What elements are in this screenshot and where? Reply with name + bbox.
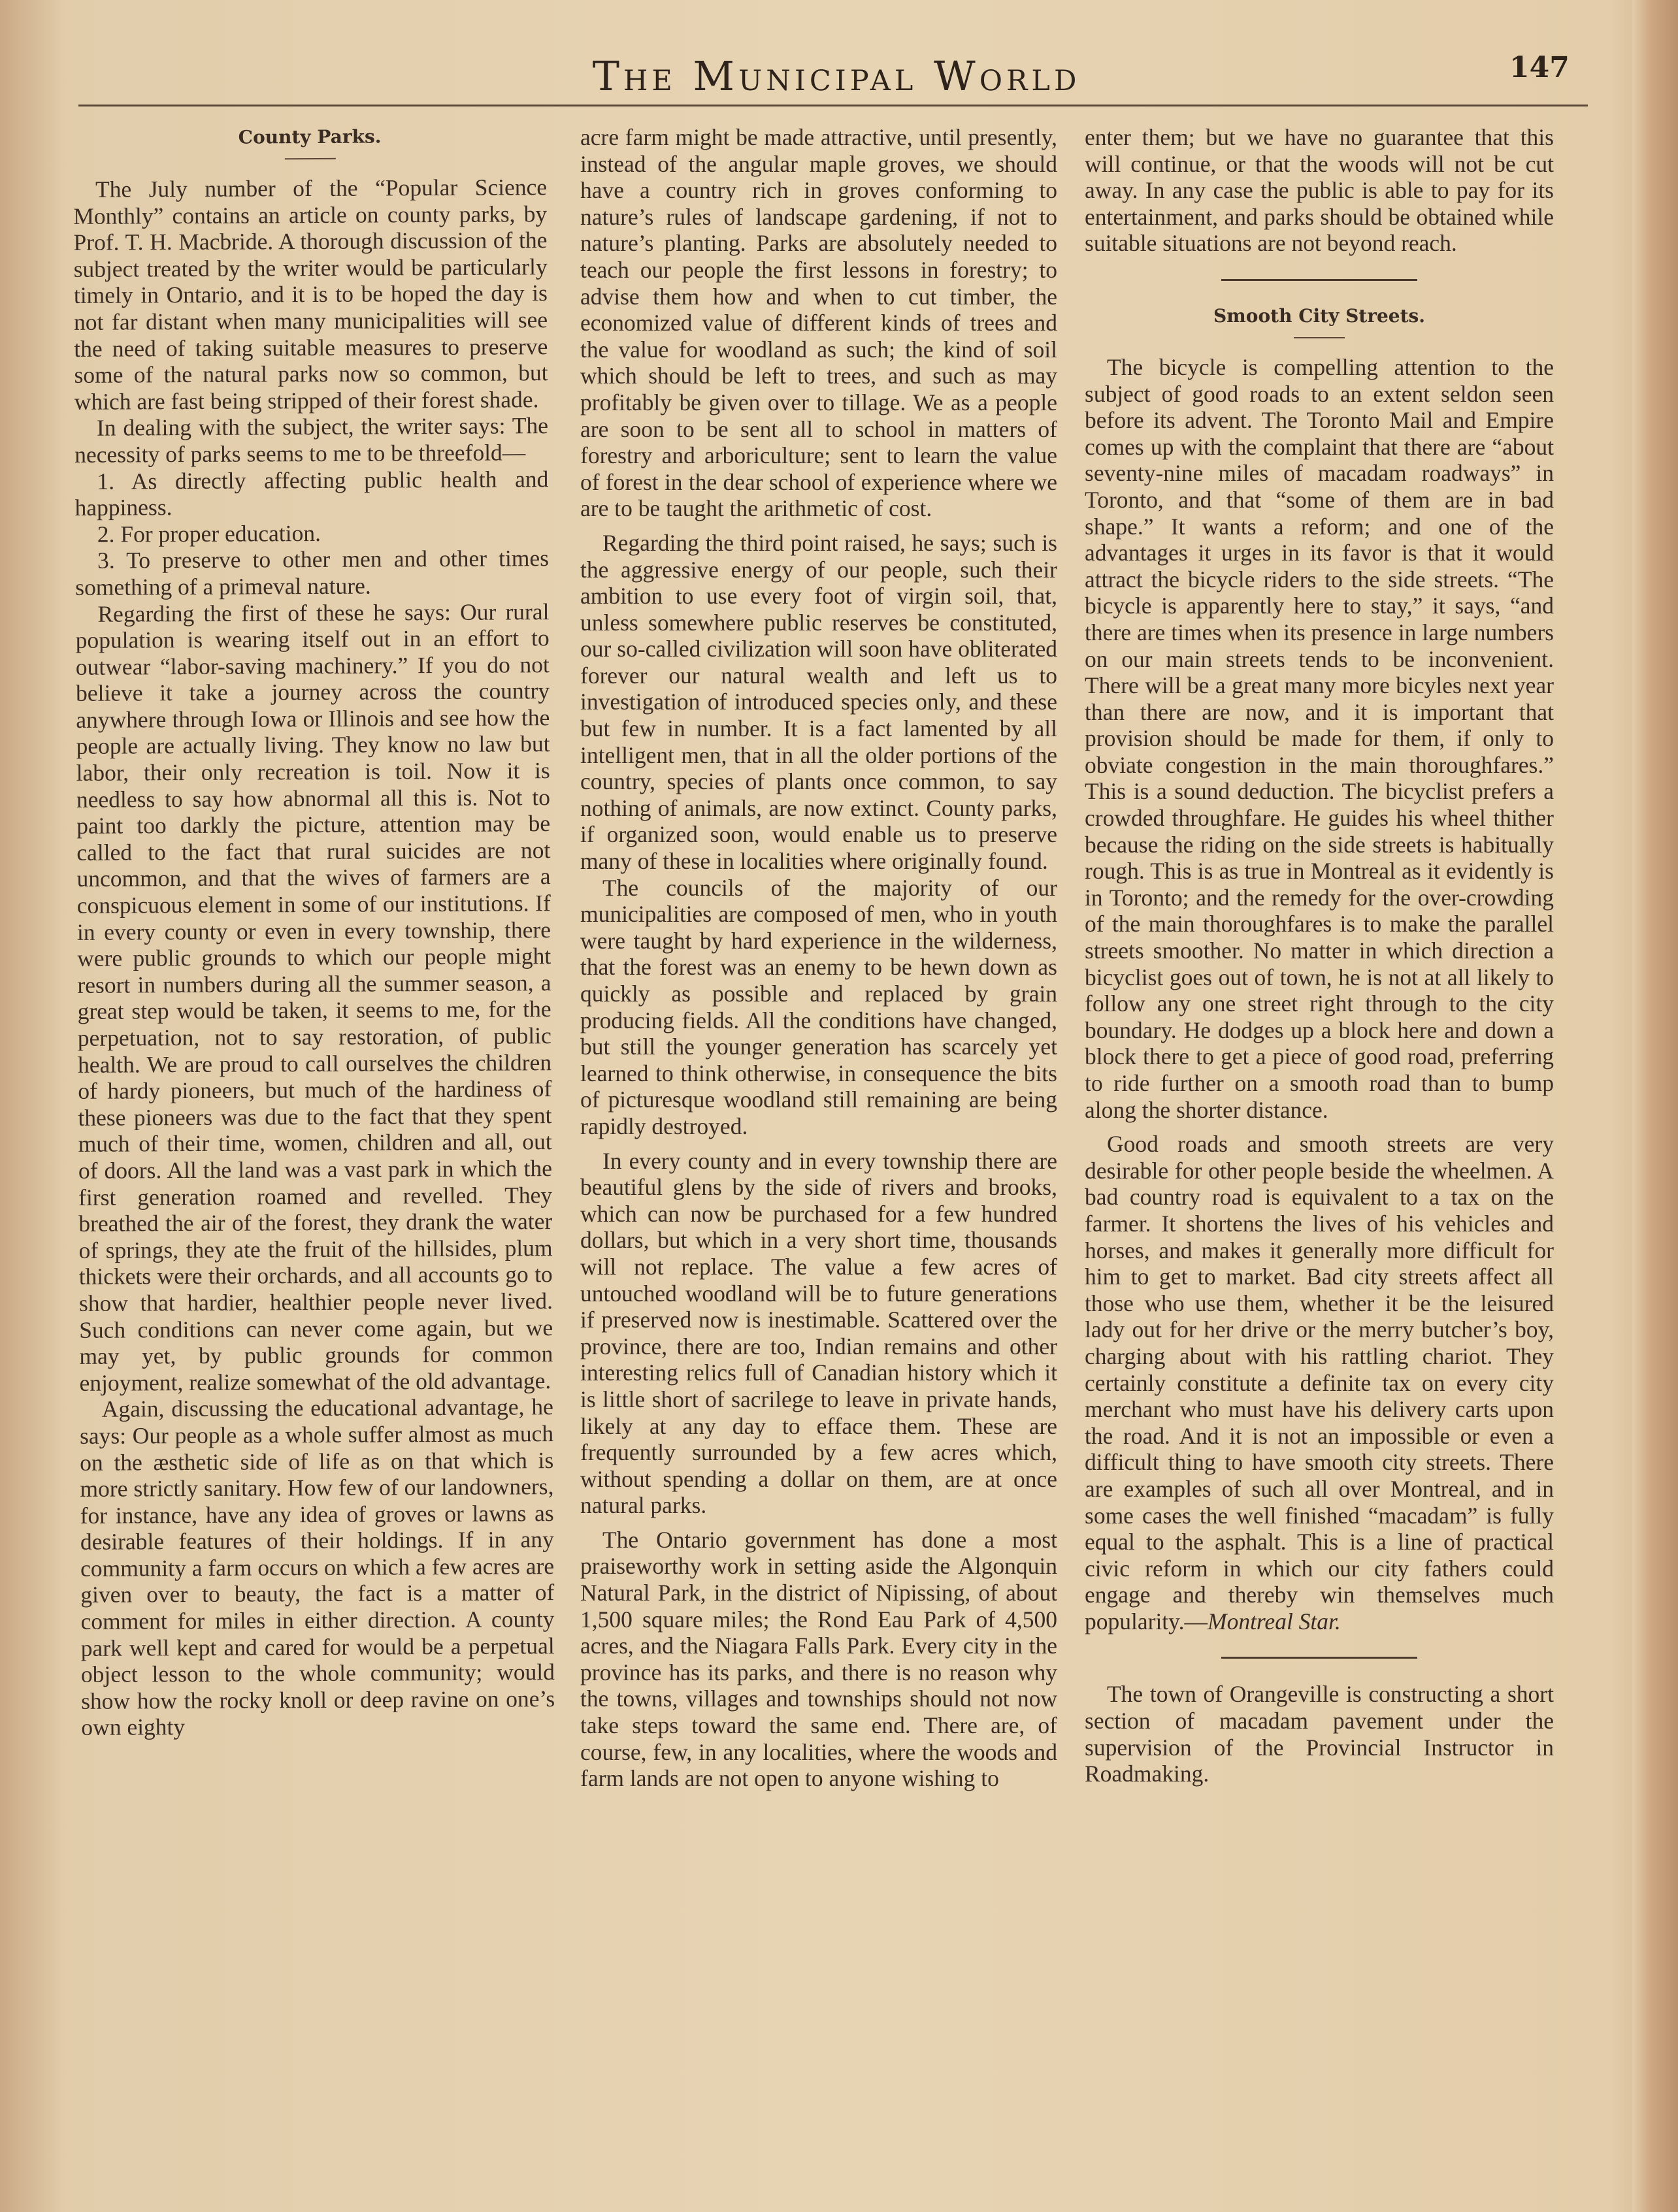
article-heading-county-parks: County Parks. <box>238 125 382 148</box>
paragraph: The July number of the “Popular Science Monthly” contains an article on county parks, by Prof. T. H. Macbride. A thorough discussion of the subject treated by the writer would be particularly timely in Ontario, and it is to be hoped the day is not far distant when many municipalities will see the need of taking suitable measures to preserve some of the natural parks now so common, but which are fast being stripped of their forest shade. <box>73 174 548 415</box>
paragraph-text: Good roads and smooth streets are very desirable for other people beside the wheelmen. A bad country road is equivalent to a tax on the farmer. It shortens the lives of his vehicles and horses, and makes it generally more difficult for him to get to market. Bad city streets affect all those who use them, whether it be the leisured lady out for her drive or the merry butcher’s boy, charging about with his rattling chariot. They certainly constitute a definite tax on every city merchant who must have his delivery carts upon the road. And it is not an impossible or even a difficult thing to have smooth city streets. There are examples of such all over Montreal, and in some cases the well finished “macadam” is fully equal to the asphalt. This is a line of practical civic reform in which our city fathers could engage and thereby win themselves much popularity.— <box>1085 1131 1554 1635</box>
paragraph: The bicycle is compelling attention to the subject of good roads to an extent seldon seen before its advent. The Toronto Mail and Empire comes up with the complaint that there are “about seventy-nine miles of macadam roadways” in Toronto, and that “some of them are in bad shape.” It wants a reform; and one of the advantages it urges in its favor is that it would attract the bicycle riders to the side streets. “The bicycle is apparently here to stay,” it says, “and there are times when its presence in large numbers on our main streets tends to be inconvenient. There will be a great many more bicyles next year than there are now, and it is important that provision should be made for them, if only to obviate congestion in the main thoroughfares.” This is a sound deduction. The bicyclist prefers a crowded throughfare. He guides his wheel thither because the riding on the side streets is habitually rough. This is as true in Montreal as it evidently is in Toronto; and the remedy for the over-crowding of the main thoroughfares is to make the parallel streets smoother. No matter in which direction a bicyclist goes out of town, he is not at all likely to follow any one street right through to the city boundary. He dodges up a block here and down a block there to get a piece of good road, preferring to ride further on a smooth road than to bump along the shorter distance. <box>1085 353 1554 1123</box>
list-item: 1. As directly affecting public health and happiness. <box>74 465 549 521</box>
paragraph: In dealing with the subject, the writer says: The necessity of parks seems to me to be threefold— <box>74 412 549 468</box>
column-middle <box>580 124 1057 1792</box>
paragraph: The councils of the majority of our municipalities are composed of men, who in youth were taught by hard experience in the wilderness, that the forest was an enemy to be hewn down as quickly as possible and replaced by grain producing fields. All the conditions have changed, but still the younger generation has scarcely yet learned to think otherwise, in consequence the bits of picturesque woodland still remaining are being rapidly destroyed. <box>580 874 1057 1139</box>
column-left <box>73 123 555 1741</box>
paragraph: The Ontario government has done a most praiseworthy work in setting aside the Algonquin Natural Park, in the district of Nipissing, of about 1,500 square miles; the Rond Eau Park of 4,500 acres, and the Niagara Falls Park. Every city in the province has its parks, and there is no reason why the towns, villages and townships should not now take steps toward the same end. There are, of course, few, in any localities, where the woods and farm lands are not open to anyone wishing to <box>580 1526 1057 1792</box>
paragraph: Again, discussing the educational advantage, he says: Our people as a whole suffer almost as much on the æsthetic side of life as on that which is more strictly sanitary. How few of our landowners, for instance, have any idea of groves or lawns as desirable features of their holdings. If in any community a farm occurs on which a few acres are given over to beauty, the fact is a matter of comment for miles in either direction. A county park well kept and cared for would be a perpetual object lesson to the whole community; would show how the rocky knoll or deep ravine on one’s own eighty <box>79 1393 555 1741</box>
paragraph: The town of Orangeville is constructing a short section of macadam pavement under the supervision of the Provincial Instructor in Roadmaking. <box>1085 1681 1554 1787</box>
paragraph <box>1085 1131 1554 1635</box>
source-attribution: Montreal Star. <box>1208 1608 1341 1635</box>
section-divider <box>1221 279 1417 281</box>
paragraph: Regarding the first of these he says: Our rural population is wearing itself out in an effort to outwear “labor-saving machinery.” If you do not believe it take a journey across the country anywhere through Iowa or Illinois and see how the people are actually living. They know no law but labor, their only recreation is toil. Now it is needless to say how abnormal all this is. Not to paint too darkly the picture, attention may be called to the fact that rural suicides are not uncommon, and that the wives of farmers are a conspicuous element in some of our institutions. If in every county or even in every township, there were public grounds to which our people might resort in numbers during all the summer season, a great step would be taken, it seems to me, for the perpetuation, not to say restoration, of public health. We are proud to call ourselves the children of hardy pioneers, but much of the hardiness of these pioneers was due to the fact that they spent much of their time, women, children and all, out of doors. All the land was a vast park in which the first generation roamed and revelled. They breathed the air of the forest, they drank the water of springs, they ate the fruit of the hillsides, plum thickets were their orchards, and all accounts go to show that hardier, healthier people never lived. Such conditions can never come again, but we may yet, by public grounds for common enjoyment, realize somewhat of the old advantage. <box>75 598 553 1396</box>
heading-rule <box>1294 337 1345 338</box>
header-rule <box>78 105 1588 106</box>
section-divider <box>1221 1657 1417 1659</box>
journal-title: The Municipal World <box>592 52 1081 100</box>
heading-rule <box>284 158 335 159</box>
paragraph: acre farm might be made attractive, until presently, instead of the angular maple groves, we should have a country rich in groves conforming to nature’s rules of landscape gardening, if not to nature’s planting. Parks are absolutely needed to teach our people the first lessons in forestry; to advise them how and when to cut timber, the economized value of different kinds of trees and the value for woodland as such; the kind of soil which should be left to trees, and such as may profitably be given over to tillage. We as a people are soon to be sent all to school in matters of forestry and arboriculture; sent to learn the value of forest in the dear school of experience where we are to be taught the arithmetic of cost. <box>580 124 1057 522</box>
list-item: 2. For proper education. <box>97 519 321 547</box>
column-right <box>1085 124 1554 1787</box>
page-header <box>0 46 1678 105</box>
paragraph: enter them; but we have no guarantee that this will continue, or that the woods will not be cut away. In any case the public is able to pay for its entertainment, and parks should be obtained while suitable situations are not beyond reach. <box>1085 124 1554 257</box>
book-spine-shadow <box>1632 0 1678 2212</box>
page-number: 147 <box>1509 51 1570 84</box>
article-heading-smooth-city-streets: Smooth City Streets. <box>1213 304 1426 327</box>
list-item: 3. To preserve to other men and other times something of a primeval nature. <box>75 545 550 600</box>
paragraph: Regarding the third point raised, he says; such is the aggressive energy of our people, such their ambition to use every foot of virgin soil, that, unless somewhere public reserves be constituted, our so-called civilization will soon have obliterated forever our natural wealth and left us to investigation of introduced species only, and these but few in number. It is a fact lamented by all intelligent men, that in all the older portions of the country, species of plants once common, to say nothing of animals, are now extinct. County parks, if organized soon, would enable us to preserve many of these in localities where originally found. <box>580 529 1057 875</box>
paragraph: In every county and in every township there are beautiful glens by the side of rivers and brooks, which can now be purchased for a few hundred dollars, but which in a very short time, thousands will not replace. The value a few acres of untouched woodland will be to future generations if preserved now is inestimable. Scattered over the province, there are too, Indian remains and other interesting relics full of Canadian history which it is little short of sacrilege to leave in private hands, likely at any day to efface them. These are frequently surrounded by a few acres which, without spending a dollar on them, are at once natural parks. <box>580 1147 1057 1519</box>
